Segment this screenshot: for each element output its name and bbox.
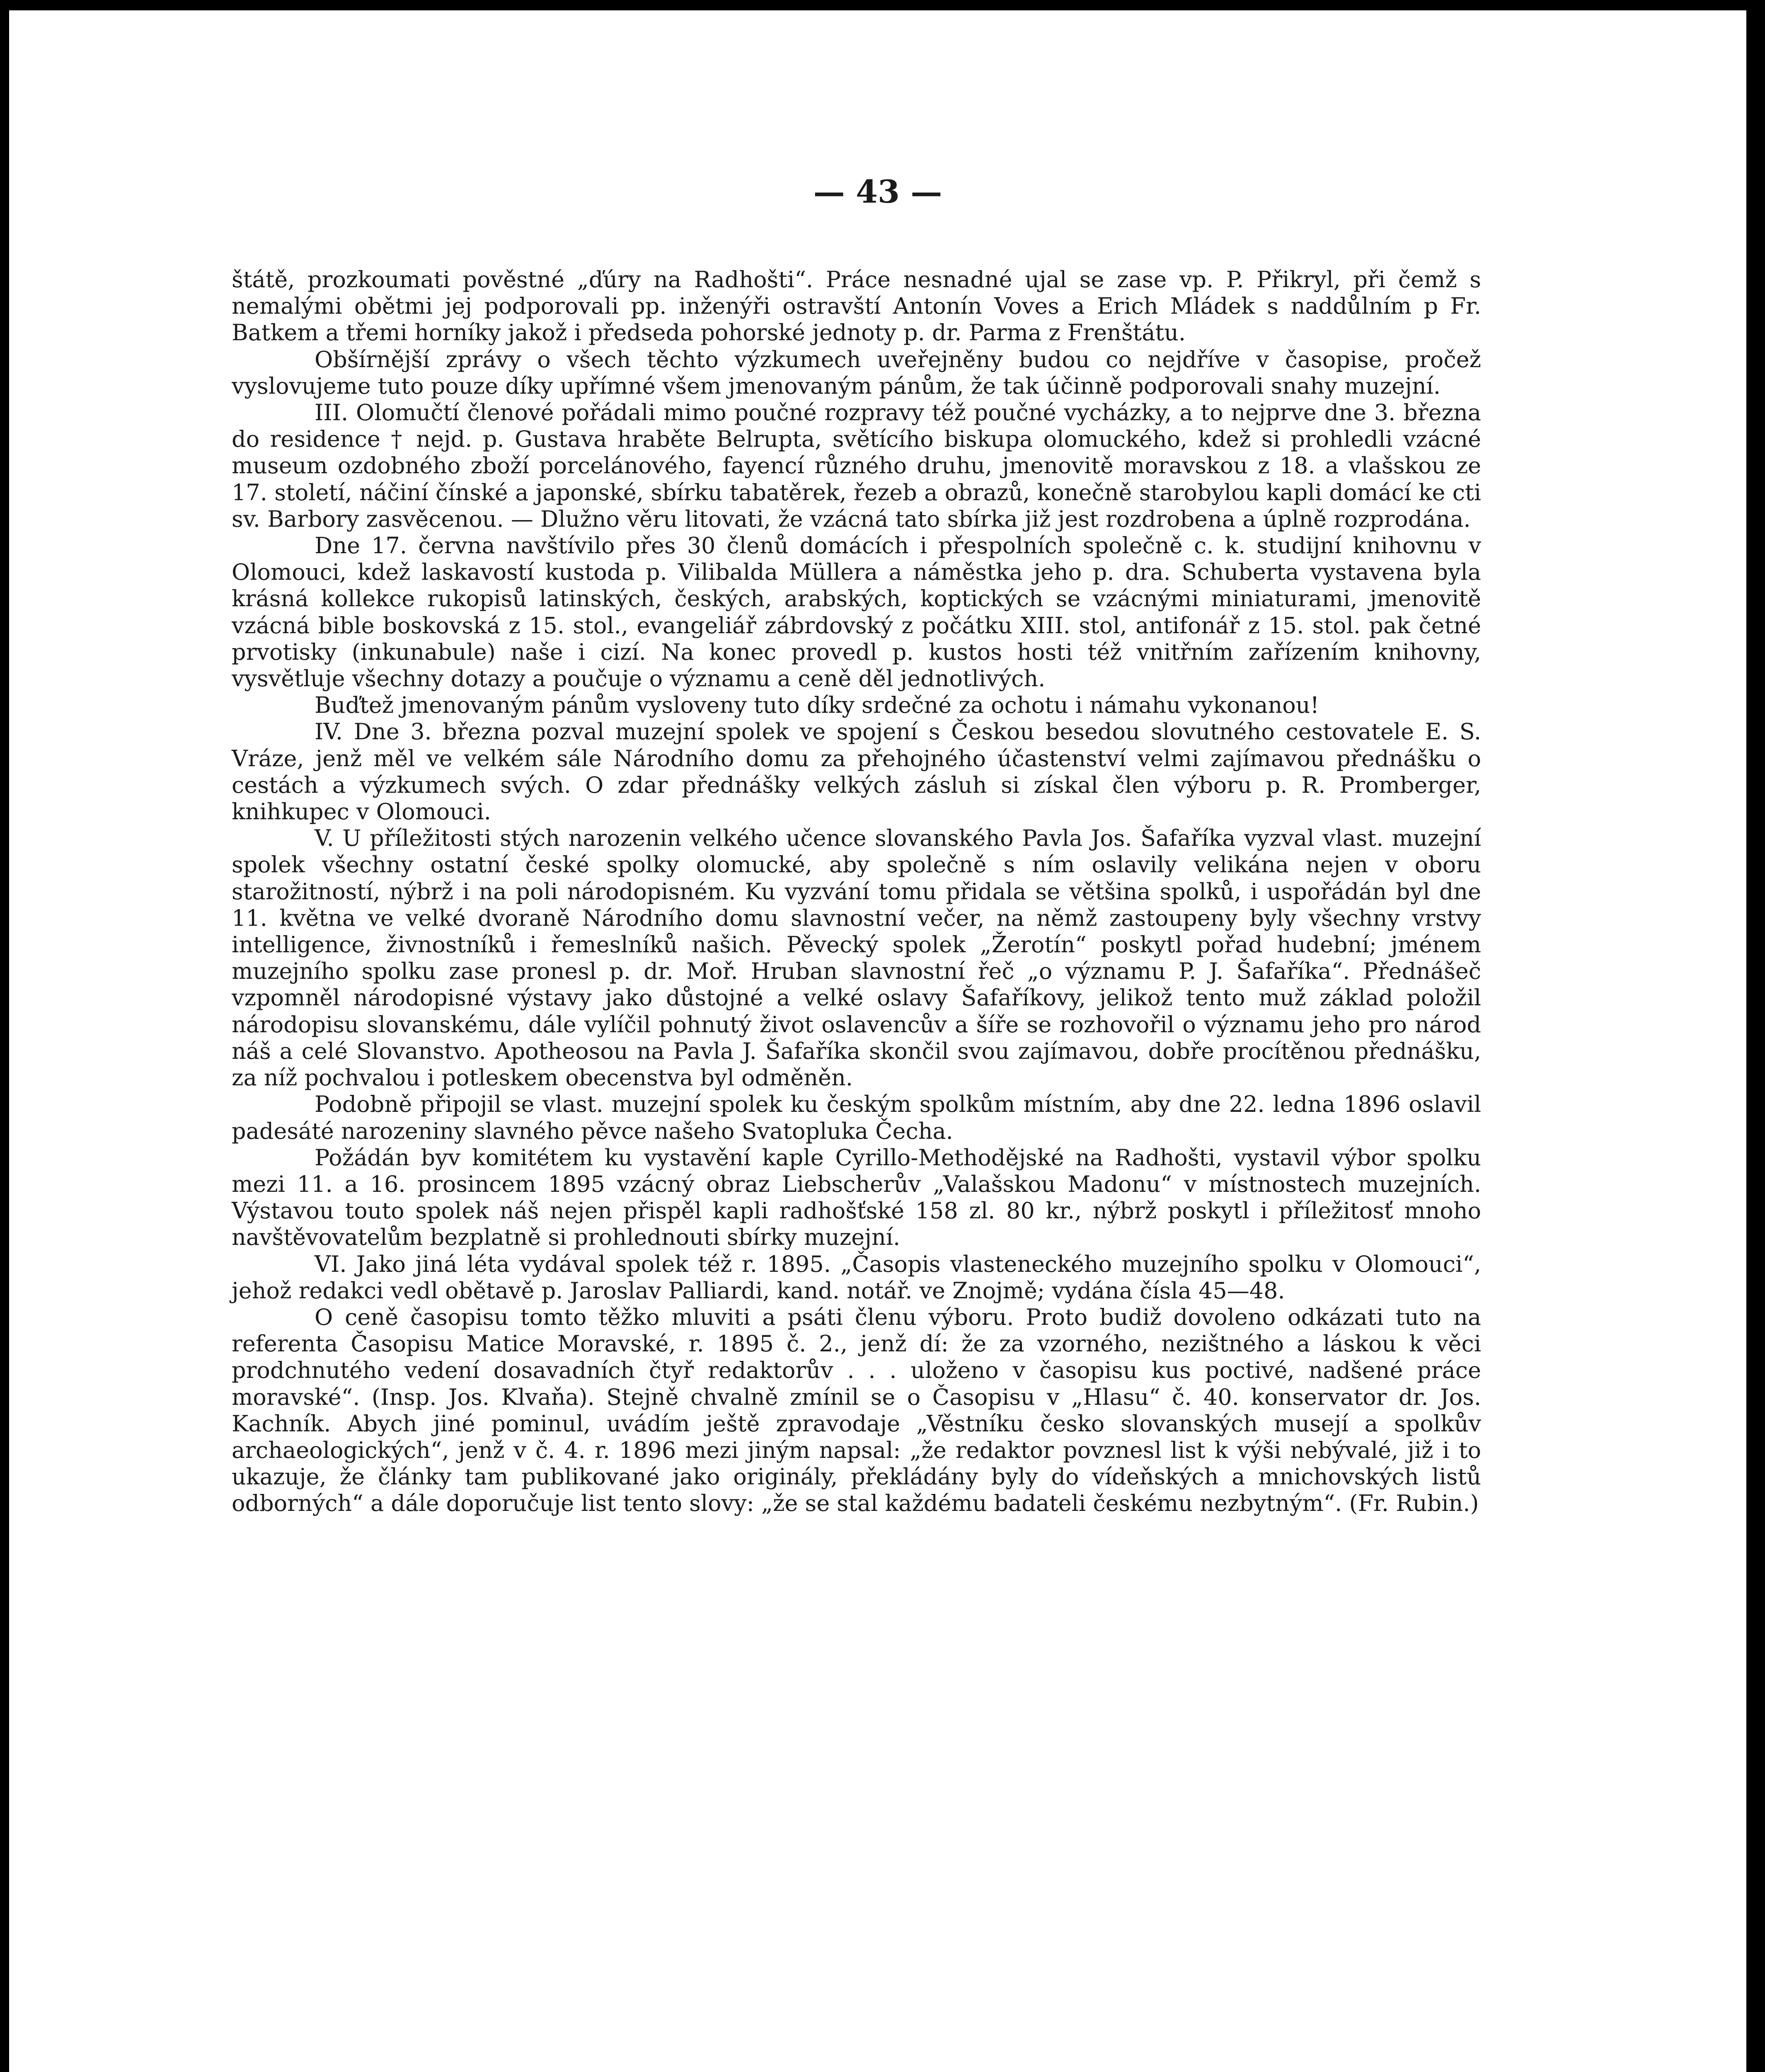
paragraph-svatopluk-cech: Podobně připojil se vlast. muzejní spolek ku českým spolkům místním, aby dne 22. ledna 1896 oslavil padesáté narozeniny slavného pěvce našeho Svatopluka Čecha.	[232, 1091, 1481, 1144]
paragraph-section-iii: III. Olomučtí členové pořádali mimo poučné rozpravy též poučné vycházky, a to nejprve dne 3. března do residence † nejd. p. Gustava hraběte Belrupta, světícího biskupa olomuckého, kdež si prohledli vzácné museum ozdobného zboží porcelánového, fayencí různého druhu, jmenovitě moravskou z 18. a vlašskou ze 17. století, náčiní čínské a japonské, sbírku tabatěrek, řezeb a obrazů, konečně starobylou kapli domácí ke cti sv. Barbory zasvěcenou. — Dlužno věru litovati, že vzácná tato sbírka již jest rozdrobena a úplně rozprodána.	[232, 399, 1481, 532]
paragraph-journal-reviews: O ceně časopisu tomto těžko mluviti a psáti členu výboru. Proto budiž dovoleno odkázati tuto na referenta Časopisu Matice Moravské, r. 1895 č. 2., jenž dí: že za vzorného, nezištného a láskou k věci prodchnutého vedení dosavadních čtyř redaktorův . . . uloženo v časopisu kus poctivé, nadšené práce moravské“. (Insp. Jos. Klvaňa). Stejně chvalně zmínil se o Časopisu v „Hlasu“ č. 40. konservator dr. Jos. Kachník. Abych jiné pominul, uvádím ještě zpravodaje „Věstníku česko slovanských musejí a spolkův archaeologických“, jenž v č. 4. r. 1896 mezi jiným napsal: „že redaktor povznesl list k výši nebývalé, již i to ukazuje, že články tam publikované jako originály, překládány byly do vídeňských a mnichovských listů odborných“ a dále doporučuje list tento slovy: „že se stal každému badateli českému nezbytným“. (Fr. Rubin.)	[232, 1304, 1481, 1517]
paragraph-radhost-continued: štátě, prozkoumati pověstné „ďúry na Radhošti“. Práce nesnadné ujal se zase vp. P. Přikryl, při čemž s nemalými obětmi jej podporovali pp. inženýři ostravští Antonín Voves a Erich Mládek s naddůlním p Fr. Batkem a třemi horníky jakož i předseda pohorské jednoty p. dr. Parma z Frenštátu.	[232, 266, 1481, 346]
paragraph-section-v: V. U příležitosti stých narozenin velkého učence slovanského Pavla Jos. Šafaříka vyzval vlast. muzejní spolek všechny ostatní české spolky olomucké, aby společně s ním oslavily velikána nejen v oboru starožitností, nýbrž i na poli národopisném. Ku vyzvání tomu přidala se většina spolků, i uspořádán byl dne 11. května ve velké dvoraně Národního domu slavnostní večer, na němž zastoupeny byly všechny vrstvy intelligence, živnostníků i řemeslníků našich. Pěvecký spolek „Žerotín“ poskytl pořad hudební; jménem muzejního spolku zase pronesl p. dr. Moř. Hruban slavnostní řeč „o významu P. J. Šafaříka“. Přednášeč vzpomněl národopisné výstavy jako důstojné a velké oslavy Šafaříkovy, jelikož tento muž základ položil národopisu slovanskému, dále vylíčil pohnutý život oslavencův a šíře se rozhovořil o významu jeho pro národ náš a celé Slovanstvo. Apotheosou na Pavla J. Šafaříka skončil svou zajímavou, dobře procítěnou přednášku, za níž pochvalou i potleskem obecenstva byl odměněn.	[232, 825, 1481, 1091]
page-number: — 43 —	[813, 173, 942, 210]
paragraph-madona-exhibition: Požádán byv komitétem ku vystavění kaple Cyrillo-Methodějské na Radhošti, vystavil výbor spolku mezi 11. a 16. prosincem 1895 vzácný obraz Liebscherův „Valašskou Madonu“ v místnostech muzejních. Výstavou touto spolek náš nejen přispěl kapli radhošťské 158 zl. 80 kr., nýbrž poskytl i příležitosť mnoho navštěvovatelům bezplatně si prohlednouti sbírky muzejní.	[232, 1144, 1481, 1251]
paragraph-thanks: Buďtež jmenovaným pánům vysloveny tuto díky srdečné za ochotu i námahu vykonanou!	[315, 692, 1320, 719]
paragraph-section-iv: IV. Dne 3. března pozval muzejní spolek ve spojení s Českou besedou slovutného cestovatele E. S. Vráze, jenž měl ve velkém sále Národního domu za přehojného účastenství velmi zajímavou přednášku o cestách a výzkumech svých. O zdar přednášky velkých zásluh si získal člen výboru p. R. Promberger, knihkupec v Olomouci.	[232, 719, 1481, 825]
paragraph-reports: Obšírnější zprávy o všech těchto výzkumech uveřejněny budou co nejdříve v časopise, pročež vyslovujeme tuto pouze díky upřímné všem jmenovaným pánům, že tak účinně podporovali snahy muzejní.	[232, 346, 1481, 399]
body-text	[232, 266, 1481, 1517]
scanned-page	[9, 10, 1746, 2072]
paragraph-section-vi: VI. Jako jiná léta vydával spolek též r. 1895. „Časopis vlasteneckého muzejního spolku v Olomouci“, jehož redakci vedl obětavě p. Jaroslav Palliardi, kand. notář. ve Znojmě; vydána čísla 45—48.	[232, 1251, 1481, 1304]
paragraph-library-visit: Dne 17. června navštívilo přes 30 členů domácích i přespolních společně c. k. studijní knihovnu v Olomouci, kdež laskavostí kustoda p. Vilibalda Müllera a náměstka jeho p. dra. Schuberta vystavena byla krásná kollekce rukopisů latinských, českých, arabských, koptických se vzácnými miniaturami, jmenovitě vzácná bible boskovská z 15. stol., evangeliář zábrdovský z počátku XIII. stol, antifonář z 15. stol. pak četné prvotisky (inkunabule) naše i cizí. Na konec provedl p. kustos hosti též vnitřním zařízením knihovny, vysvětluje všechny dotazy a poučuje o významu a ceně děl jednotlivých.	[232, 533, 1481, 692]
